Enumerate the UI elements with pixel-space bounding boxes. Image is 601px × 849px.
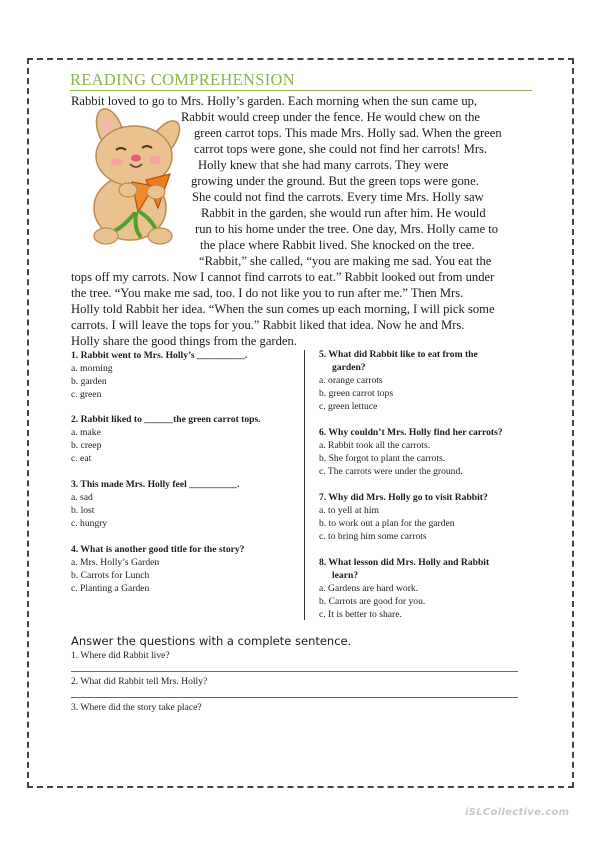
- answer-option: c. hungry: [71, 518, 108, 529]
- story-line-4: carrot tops were gone, she could not find her carrots! Mrs.: [194, 142, 488, 156]
- question-7: [319, 491, 488, 543]
- answer-option: a. Gardens are hard work.: [319, 583, 419, 594]
- story-line-9: run to his home under the tree. One day, Mrs. Holly came to: [195, 222, 499, 236]
- answer-line-1[interactable]: [71, 671, 518, 672]
- answer-option: b. garden: [71, 376, 107, 387]
- answer-option: c. green lettuce: [319, 401, 378, 412]
- question-stem-continued: learn?: [332, 570, 359, 581]
- answer-option: c. Planting a Garden: [71, 583, 150, 594]
- story-line-6: growing under the ground. But the green tops were gone.: [191, 174, 479, 188]
- story-line-10: the place where Rabbit lived. She knocked on the tree.: [200, 238, 475, 252]
- watermark-text: iSLCollective.com: [465, 807, 570, 818]
- answer-option: c. The carrots were under the ground.: [319, 466, 463, 477]
- story-line-13: the tree. “You make me sad, too. I do not like you to run after me.” Then Mrs.: [71, 286, 464, 300]
- short-answer-instructions: Answer the questions with a complete sentence.: [71, 634, 352, 648]
- question-2: [71, 413, 261, 465]
- answer-option: b. She forgot to plant the carrots.: [319, 453, 446, 464]
- answer-option: a. to yell at him: [319, 505, 379, 516]
- rabbit-with-carrot-image: [72, 108, 184, 246]
- question-stem: 3. This made Mrs. Holly feel __________.: [71, 479, 240, 490]
- question-stem: 6. Why couldn’t Mrs. Holly find her carrots?: [319, 427, 503, 438]
- answer-option: a. morning: [71, 363, 113, 374]
- question-stem: 1. Rabbit went to Mrs. Holly’s __________.: [71, 350, 248, 361]
- question-1: [71, 349, 247, 401]
- question-4: [71, 543, 244, 595]
- answer-option: c. to bring him some carrots: [319, 531, 427, 542]
- answer-option: c. green: [71, 389, 102, 400]
- story-line-2: Rabbit would creep under the fence. He would chew on the: [181, 110, 480, 124]
- story-line-3: green carrot tops. This made Mrs. Holly sad. When the green: [194, 126, 502, 140]
- short-question-2: 2. What did Rabbit tell Mrs. Holly?: [71, 676, 208, 687]
- question-stem: 2. Rabbit liked to ______the green carrot tops.: [71, 414, 261, 425]
- answer-option: b. Carrots are good for you.: [319, 596, 426, 607]
- question-stem: 7. Why did Mrs. Holly go to visit Rabbit?: [319, 492, 488, 503]
- story-line-15: carrots. I will leave the tops for you.” Rabbit liked that idea. Now he and Mrs.: [71, 318, 465, 332]
- story-line-16: Holly share the good things from the garden.: [71, 334, 297, 348]
- title-underline: [70, 90, 532, 91]
- story-line-1: Rabbit loved to go to Mrs. Holly’s garden. Each morning when the sun came up,: [71, 94, 478, 108]
- answer-option: a. orange carrots: [319, 375, 383, 386]
- question-3: [71, 478, 240, 530]
- answer-option: a. make: [71, 427, 101, 438]
- answer-option: a. sad: [71, 492, 93, 503]
- answer-option: b. creep: [71, 440, 102, 451]
- answer-option: b. to work out a plan for the garden: [319, 518, 455, 529]
- story-line-12: tops off my carrots. Now I cannot find carrots to eat.” Rabbit looked out from under: [71, 270, 495, 284]
- story-line-5: Holly knew that she had many carrots. They were: [198, 158, 449, 172]
- question-stem-continued: garden?: [332, 362, 366, 373]
- question-stem: 8. What lesson did Mrs. Holly and Rabbit: [319, 557, 490, 568]
- short-question-3: 3. Where did the story take place?: [71, 702, 202, 713]
- answer-option: b. lost: [71, 505, 95, 516]
- short-question-1: 1. Where did Rabbit live?: [71, 650, 170, 661]
- answer-option: b. Carrots for Lunch: [71, 570, 150, 581]
- answer-option: b. green carrot tops: [319, 388, 394, 399]
- answer-line-2[interactable]: [71, 697, 518, 698]
- question-stem: 5. What did Rabbit like to eat from the: [319, 349, 478, 360]
- story-line-14: Holly told Rabbit her idea. “When the sun comes up each morning, I will pick some: [71, 302, 495, 316]
- answer-option: c. eat: [71, 453, 92, 464]
- column-divider: [304, 350, 305, 620]
- question-stem: 4. What is another good title for the story?: [71, 544, 245, 555]
- answer-option: a. Mrs. Holly’s Garden: [71, 557, 160, 568]
- story-line-11: “Rabbit,” she called, “you are making me sad. You eat the: [199, 254, 492, 268]
- question-5: [319, 348, 478, 413]
- page-title: READING COMPREHENSION: [70, 70, 295, 89]
- question-8: [319, 556, 489, 621]
- question-6: [319, 426, 503, 478]
- story-line-8: Rabbit in the garden, she would run after him. He would: [201, 206, 486, 220]
- story-line-7: She could not find the carrots. Every time Mrs. Holly saw: [192, 190, 484, 204]
- answer-option: a. Rabbit took all the carrots.: [319, 440, 431, 451]
- answer-option: c. It is better to share.: [319, 609, 402, 620]
